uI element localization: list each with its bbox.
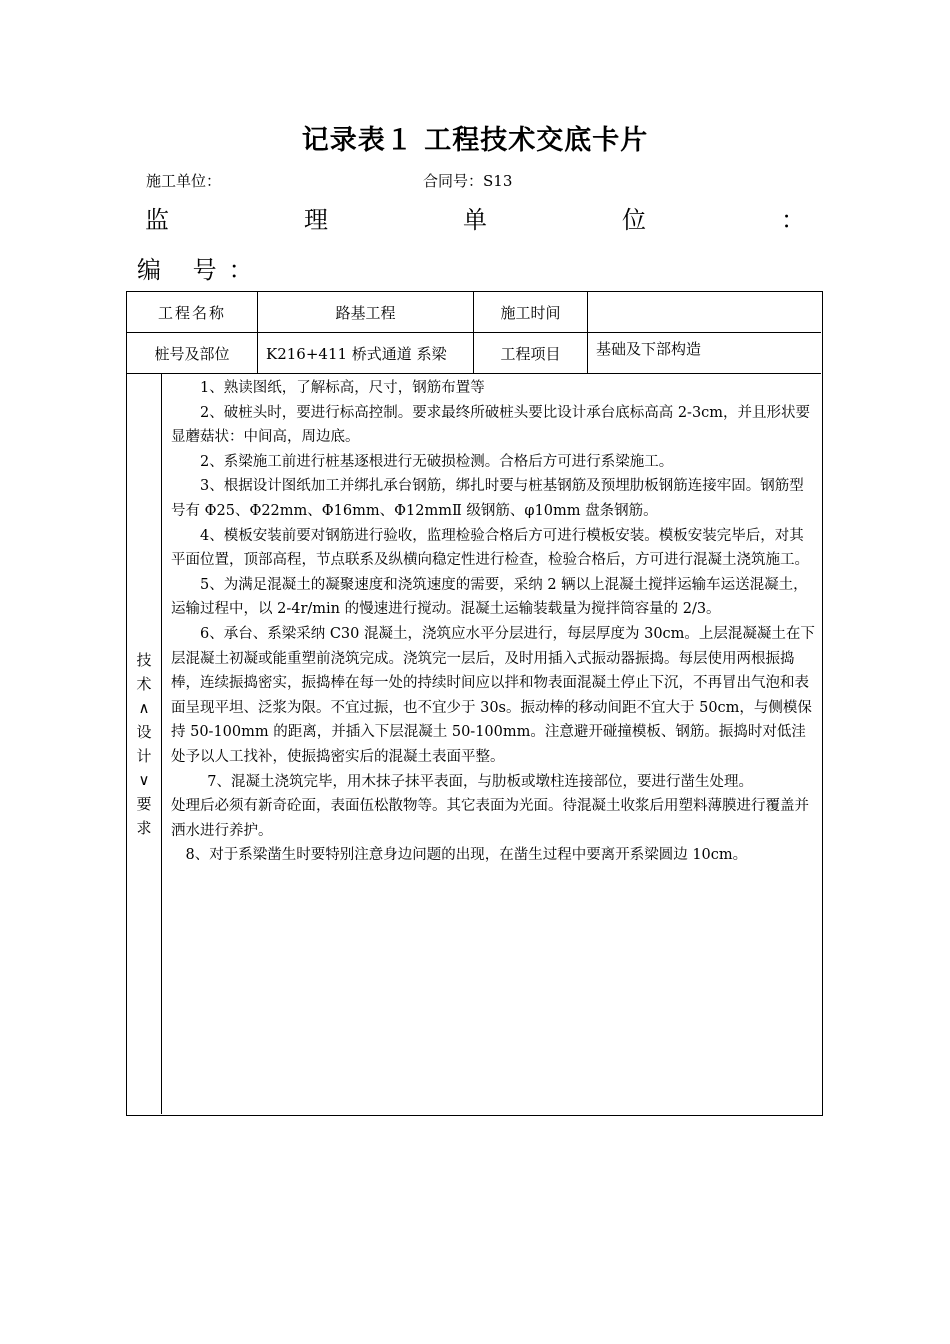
page-title: 记录表１ 工程技术交底卡片	[301, 125, 649, 156]
requirement-paragraph: 2、破桩头时，要进行标高控制。要求最终所破桩头要比设计承台底标高高 2-3cm，并且形状要显蘑菇状：中间高，周边底。	[171, 404, 811, 446]
supervisor-unit-label	[145, 200, 805, 234]
supervisor-char: 单	[463, 205, 487, 234]
requirement-paragraph: 6、承台、系梁采纳 C30 混凝土，浇筑应水平分层进行，每层厚度为 30cm。上层混凝凝土在下层混凝土初凝或能重塑前浇筑完成。浇筑完一层后，及时用插入式振动器振捣。每层使用两根振捣棒，连续振捣密实，振捣棒在每一处的持续时间应以拌和物表面混凝土停止下沉，不再冒出气泡和表面呈现平坦、泛浆为限。不宜过振，也不宜少于 30s。振动棒的移动间距不宜大于 50cm，与侧模保持 50-100mm 的距离，并插入下层混凝土 50-100mm。注意避开碰撞模板、钢筋。振捣时对低洼处予以人工找补，使振捣密实后的混凝土表面平整。	[171, 625, 815, 765]
supervisor-char: 理	[304, 205, 328, 234]
requirement-paragraph: 7、混凝土浇筑完毕，用木抹子抹平表面，与肋板或墩柱连接部位，要进行凿生处理。	[207, 773, 753, 790]
station-location-label: 桩号及部位	[154, 344, 230, 363]
project-item-value: 基础及下部构造	[596, 340, 702, 358]
serial-number-label: 编 号：	[137, 256, 265, 284]
technical-briefing-table	[126, 291, 823, 1116]
requirement-paragraph: 8、对于系梁凿生时要特别注意身边问题的出现，在凿生过程中要离开系梁圆边 10cm。	[185, 847, 748, 864]
station-location-value: K216+411 桥式通道 系梁	[266, 344, 447, 363]
row-divider	[127, 373, 821, 374]
construction-unit-label: 施工单位：	[146, 172, 222, 190]
side-char: 计	[136, 747, 152, 765]
requirement-paragraph: 处理后必须有新奇砼面，表面伍松散物等。其它表面为光面。待混凝土收浆后用塑料薄膜进行覆盖并洒水进行养护。	[171, 798, 809, 839]
side-char: 要	[136, 795, 152, 813]
col-divider	[161, 373, 162, 1114]
supervisor-char: 位	[622, 205, 646, 234]
project-name-value: 路基工程	[335, 303, 396, 322]
side-char: 设	[136, 723, 152, 741]
contract-number-label: 合同号：S13	[423, 172, 513, 190]
supervisor-char: ：	[781, 205, 805, 234]
construction-time-label: 施工时间	[500, 303, 561, 322]
supervisor-char: 监	[145, 205, 169, 234]
requirement-paragraph: 5、为满足混凝土的凝聚速度和浇筑速度的需要，采纳 2 辆以上混凝土搅拌运输车运送混凝土，运输过程中，以 2-4r/min 的慢速进行搅动。混凝土运输装载量为搅拌筒容量的 2/3。	[171, 576, 808, 618]
requirement-paragraph: 2、系梁施工前进行桩基逐根进行无破损检测。合格后方可进行系梁施工。	[200, 453, 674, 470]
construction-time-value	[588, 292, 821, 332]
requirement-paragraph: 4、模板安装前要对钢筋进行验收，监理检验合格后方可进行模板安装。模板安装完毕后，对其平面位置，顶部高程，节点联系及纵横向稳定性进行检查，检验合格后，方可进行混凝土浇筑施工。	[171, 527, 809, 569]
requirement-paragraph: 3、根据设计图纸加工并绑扎承台钢筋，绑扎时要与桩基钢筋及预埋肋板钢筋连接牢固。钢筋型号有 Φ25、Φ22mm、Φ16mm、Φ12mmⅡ 级钢筋、φ10mm 盘条钢筋。	[171, 478, 804, 519]
side-char: 技	[136, 651, 152, 669]
technical-requirements-side-label	[127, 374, 161, 1114]
technical-requirements-body	[171, 376, 815, 868]
side-char: ∨	[138, 771, 150, 789]
project-name-label: 工程名称	[157, 303, 226, 322]
side-char: 求	[136, 819, 152, 837]
side-char: ∧	[138, 699, 150, 717]
requirement-paragraph: 1、熟读图纸，了解标高，尺寸，钢筋布置等	[200, 380, 485, 396]
project-item-label: 工程项目	[500, 344, 561, 363]
side-char: 术	[136, 675, 152, 693]
